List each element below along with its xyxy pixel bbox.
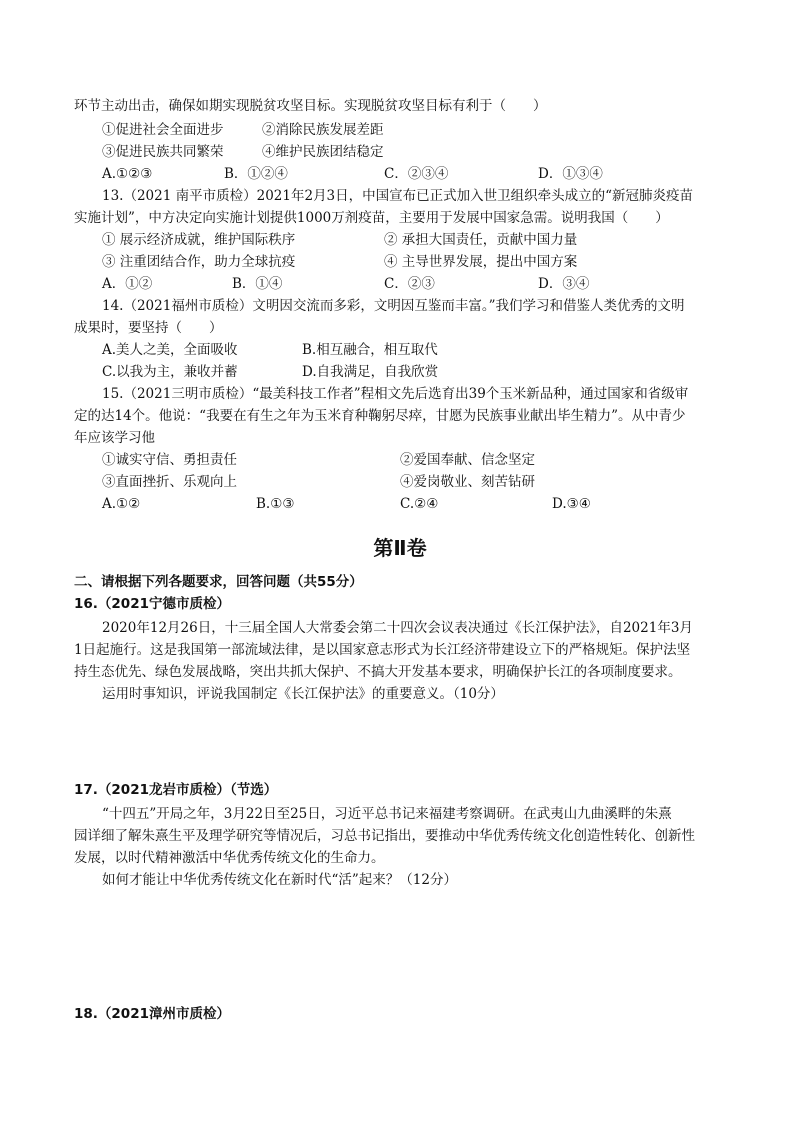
q13-line-1: 13.（2021 南平市质检）2021年2月3日，中国宣布已正式加入世卫组织牵头成立的“新冠肺炎疫苗: [102, 188, 694, 204]
q12-stem: 环节主动出击，确保如期实现脱贫攻坚目标。实现脱贫攻坚目标有利于（ ）: [74, 98, 547, 114]
q16-header: 16.（2021宁德市质检）: [74, 596, 230, 612]
q17-header: 17.（2021龙岩市质检）（节选）: [74, 782, 278, 798]
q16-paragraph-line-1: 2020年12月26日，十三届全国人大常委会第二十四次会议表决通过《长江保护法》，自2021年3月: [102, 620, 693, 636]
q13-line-2: 实施计划”，中方决定向实施计划提供1000万剂疫苗，主要用于发展中国家急需。说明我国（ ）: [74, 210, 669, 226]
q12-item-2: ②消除民族发展差距: [262, 122, 384, 138]
q13-item-4: ④ 主导世界发展，提出中国方案: [384, 254, 578, 270]
q14-line-2: 成果时，要坚持（ ）: [74, 320, 223, 336]
q16-paragraph-line-3: 持生态优先、绿色发展战略，突出共抓大保护、不搞大开发基本要求，明确保护长江的各项制度要求。: [74, 664, 682, 680]
q12-item-3: ③促进民族共同繁荣: [102, 144, 224, 160]
q13-item-2: ② 承担大国责任，贡献中国力量: [384, 232, 578, 248]
q17-paragraph-line-1: “十四五”开局之年，3月22日至25日，习近平总书记来福建考察调研。在武夷山九曲溪畔的朱熹: [102, 806, 672, 822]
q18-header: 18.（2021漳州市质检）: [74, 1006, 230, 1022]
q15-line-3: 年应该学习他: [74, 430, 155, 446]
q15-line-1: 15.（2021三明市质检）“最美科技工作者”程相文先后选育出39个玉米新品种，通过国家和省级审: [102, 386, 689, 402]
q15-item-4: ④爱岗敬业、刻苦钻研: [400, 474, 535, 490]
q15-option-a: A.①②: [102, 496, 141, 512]
q14-option-d: D.自我满足，自我欣赏: [302, 364, 439, 380]
q12-option-c: C．②③④: [384, 166, 449, 182]
q14-option-b: B.相互融合，相互取代: [302, 342, 438, 358]
q15-option-c: C.②④: [400, 496, 439, 512]
section-title: 第Ⅱ卷: [373, 536, 427, 560]
q16-question: 运用时事知识，评说我国制定《长江保护法》的重要意义。（10分）: [102, 686, 504, 702]
q14-option-c: C.以我为主，兼收并蓄: [102, 364, 238, 380]
q12-option-a: A.①②③: [102, 166, 153, 182]
q13-item-1: ① 展示经济成就，维护国际秩序: [102, 232, 296, 248]
q13-option-a: A．①②: [102, 276, 153, 292]
q13-option-b: B．①④: [232, 276, 283, 292]
q12-item-1: ①促进社会全面进步: [102, 122, 224, 138]
q15-item-3: ③直面挫折、乐观向上: [102, 474, 237, 490]
q15-option-d: D.③④: [552, 496, 591, 512]
q15-item-2: ②爱国奉献、信念坚定: [400, 452, 535, 468]
section-instruction: 二、请根据下列各题要求，回答问题（共55分）: [74, 574, 363, 590]
q17-paragraph-line-3: 发展，以时代精神激活中华优秀传统文化的生命力。: [74, 850, 385, 866]
q15-item-1: ①诚实守信、勇担责任: [102, 452, 237, 468]
q14-option-a: A.美人之美，全面吸收: [102, 342, 238, 358]
q12-item-4: ④维护民族团结稳定: [262, 144, 384, 160]
q13-option-d: D．③④: [538, 276, 590, 292]
q13-item-3: ③ 注重团结合作，助力全球抗疫: [102, 254, 296, 270]
q17-paragraph-line-2: 园详细了解朱熹生平及理学研究等情况后，习总书记指出，要推动中华优秀传统文化创造性转化、创新性: [74, 828, 695, 844]
q12-option-b: B．①②④: [224, 166, 288, 182]
q15-option-b: B.①③: [256, 496, 295, 512]
q14-line-1: 14.（2021福州市质检）文明因交流而多彩，文明因互鉴而丰富。”我们学习和借鉴人类优秀的文明: [102, 298, 685, 314]
q13-option-c: C．②③: [384, 276, 435, 292]
q16-paragraph-line-2: 1日起施行。这是我国第一部流域法律，是以国家意志形式为长江经济带建设立下的严格规矩。保护法坚: [74, 642, 691, 658]
q12-option-d: D．①③④: [538, 166, 603, 182]
q15-line-2: 定的达14个。他说：“我要在有生之年为玉米育种鞠躬尽瘁，甘愿为民族事业献出毕生精力”。从中青少: [74, 408, 686, 424]
q17-question: 如何才能让中华优秀传统文化在新时代“活”起来？（12分）: [102, 872, 457, 888]
